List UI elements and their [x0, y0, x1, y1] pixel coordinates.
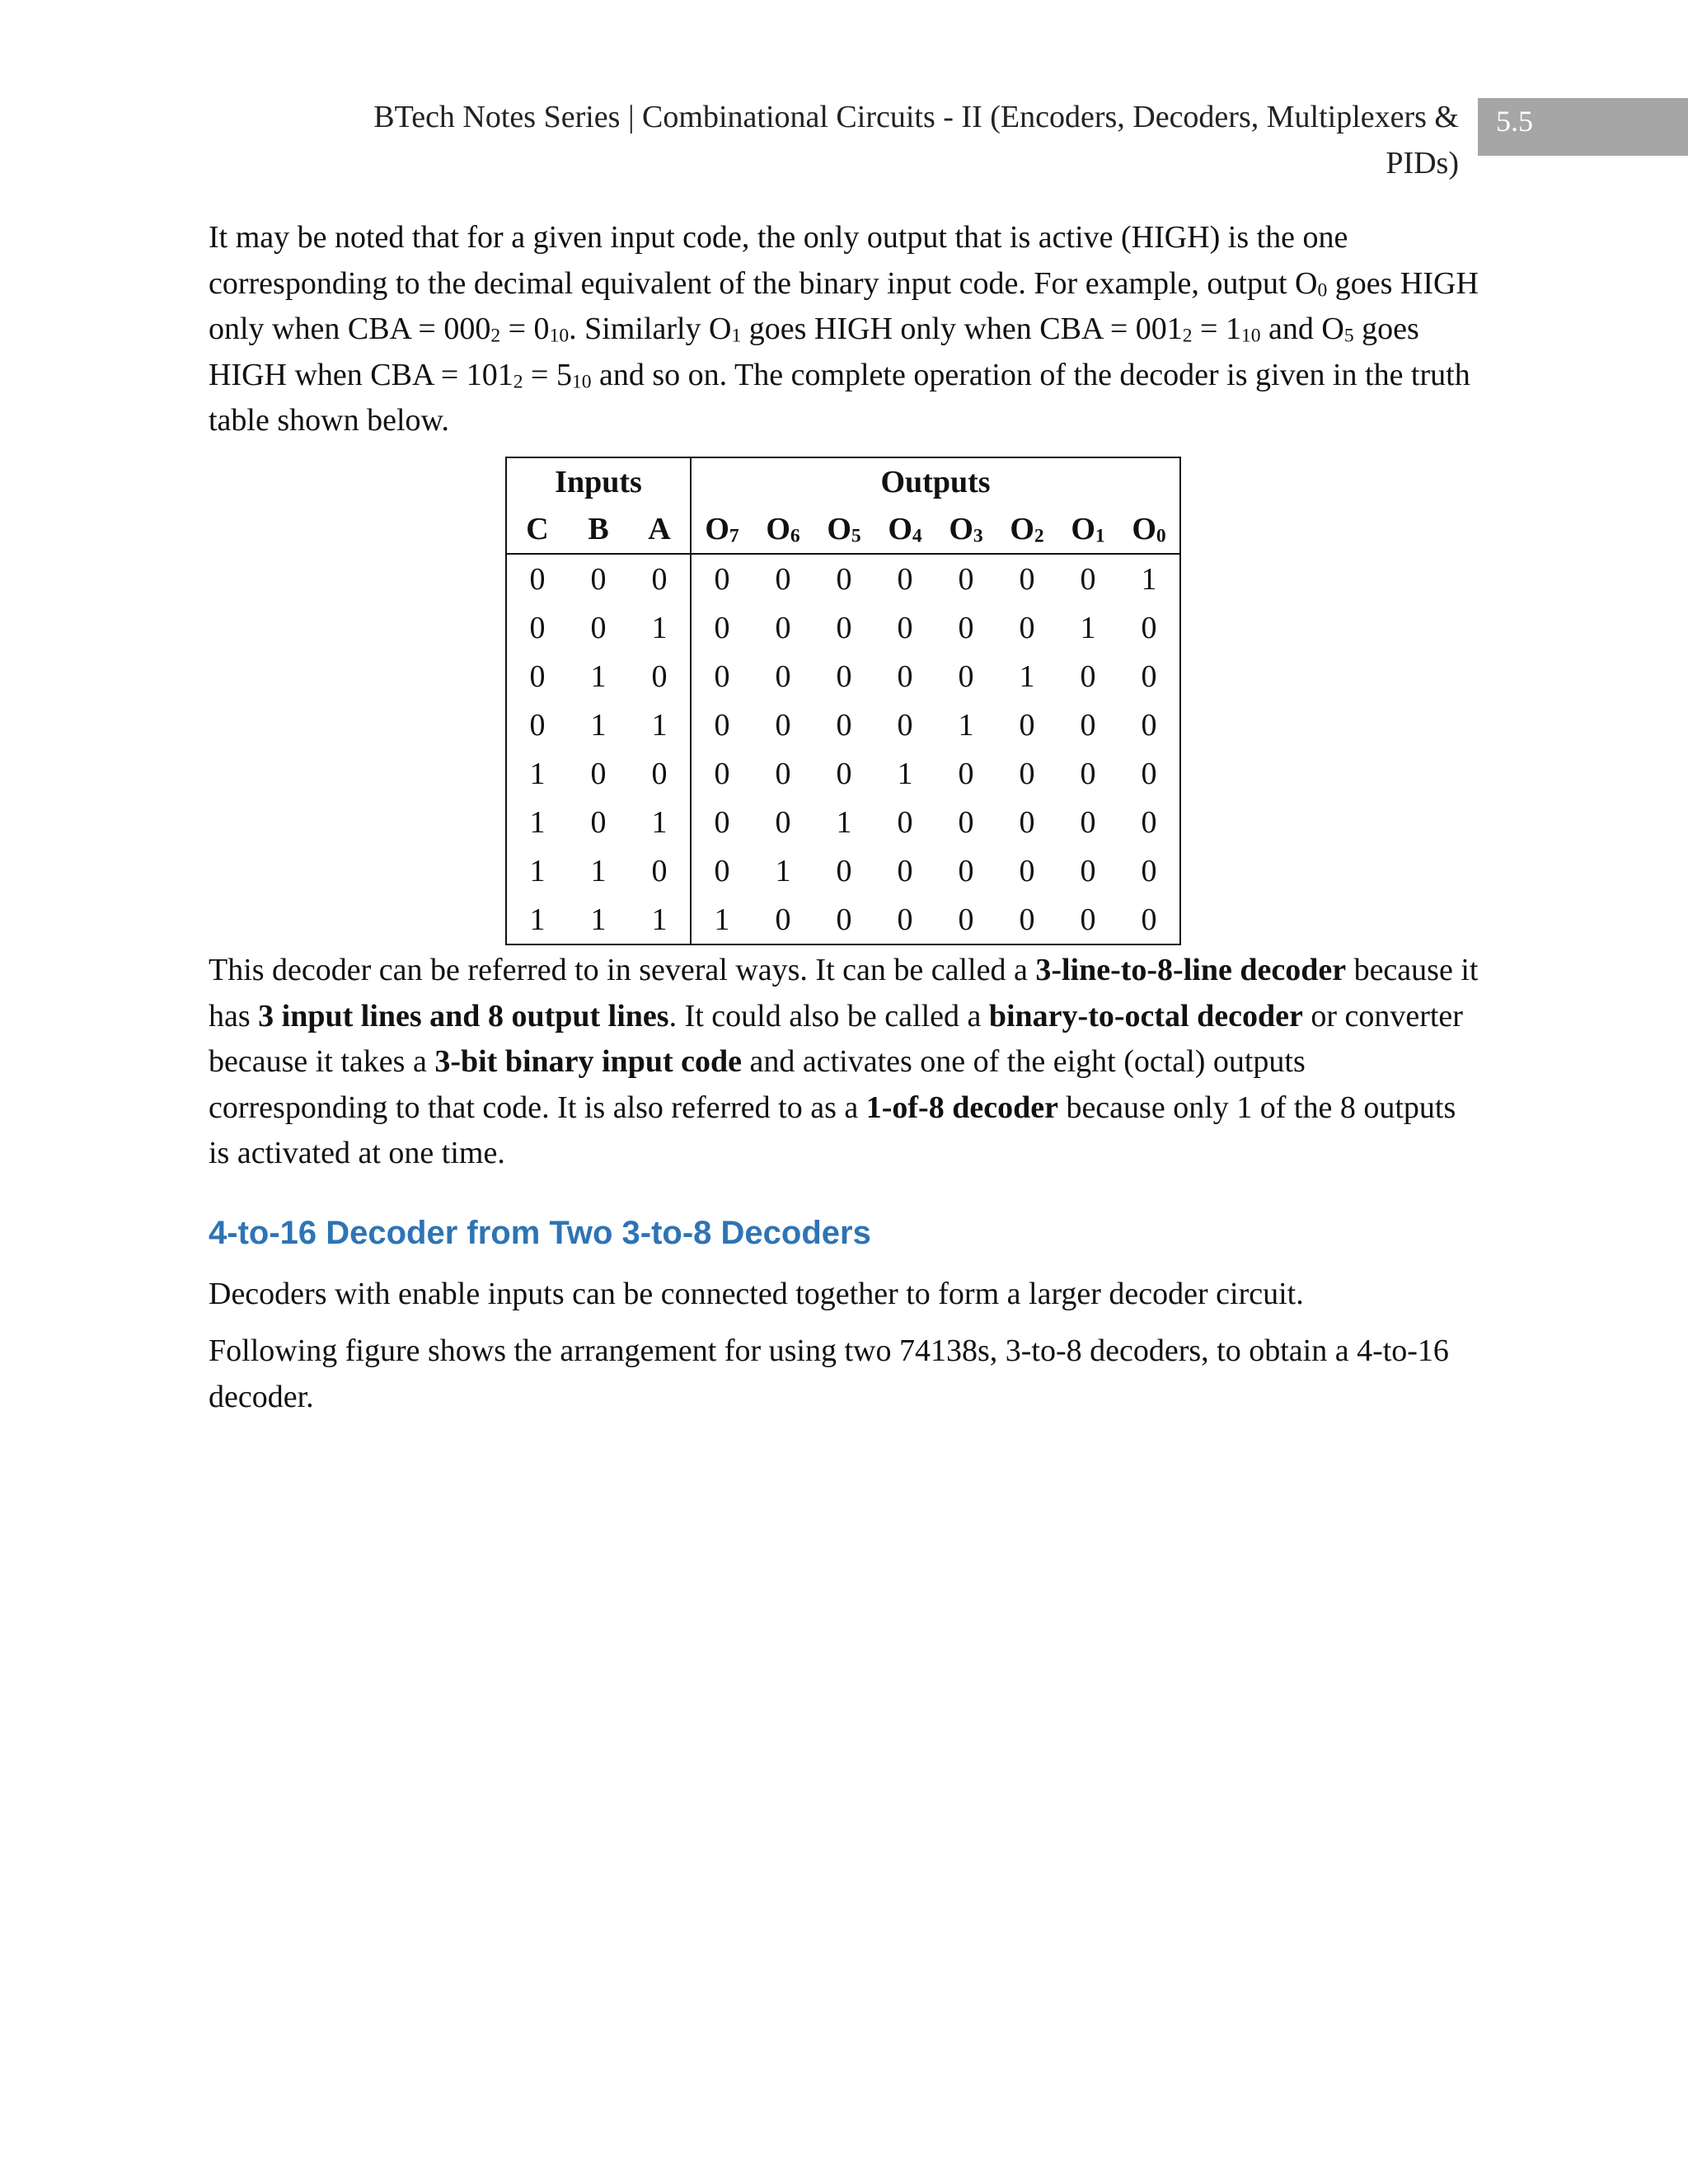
output-cell: 0: [1141, 610, 1157, 645]
output-cell: 0: [958, 804, 974, 840]
output-cell: 0: [897, 707, 913, 743]
output-cell: 0: [836, 756, 852, 791]
table-row: [506, 554, 1180, 603]
output-name: $O_1$: [1057, 505, 1118, 554]
input-cell: 1: [629, 798, 691, 846]
output-cell: 0: [897, 561, 913, 597]
header-line-2: PIDs): [1386, 146, 1459, 180]
output-cell: 0: [775, 561, 791, 597]
section-heading: 4-to-16 Decoder from Two 3-to-8 Decoders: [209, 1215, 871, 1251]
outputs-group-label: Outputs: [880, 464, 991, 499]
output-cell: 0: [1141, 707, 1157, 743]
output-cell: 0: [1019, 561, 1035, 597]
running-header: [297, 94, 1459, 186]
output-cell: 0: [1019, 804, 1035, 840]
output-cell: 0: [958, 902, 974, 937]
table-row: [506, 846, 1180, 895]
output-cell: 0: [836, 561, 852, 597]
output-cell: 0: [775, 756, 791, 791]
table-row: [506, 798, 1180, 846]
input-cell: 1: [590, 902, 607, 937]
output-cell: 0: [714, 756, 730, 791]
input-name: B: [568, 505, 629, 554]
intro-paragraph: It may be noted that for a given input code, the only output that is active (HIGH) is the one corresponding to the decimal equivalent of the binary input code. For example, output $O_0$ goes HIGH only when CBA = $000_2 = 0_{10}$. Similarly $O_1$ goes HIGH only when CBA = $001_2 = 1_{10}$ and $O_5$ goes HIGH when CBA = $101_2 = 5_{10}$ and so on. The complete operation of the decoder is given in the truth table shown below.: [209, 220, 1479, 438]
input-cell: 0: [629, 749, 691, 798]
output-cell: 0: [714, 610, 730, 645]
truth-table-body: [506, 554, 1180, 944]
output-cell: 0: [836, 853, 852, 888]
output-cell: 0: [714, 853, 730, 888]
output-name: $O_5$: [814, 505, 874, 554]
output-cell: 0: [958, 853, 974, 888]
output-cell: 0: [1019, 902, 1035, 937]
inputs-group-label: Inputs: [506, 457, 691, 505]
input-cell: 1: [529, 756, 546, 791]
output-cell: 0: [714, 804, 730, 840]
output-cell: 0: [714, 707, 730, 743]
input-cell: 1: [529, 804, 546, 840]
input-cell: 1: [590, 853, 607, 888]
table-row: [506, 895, 1180, 944]
decoder-truth-table: [505, 457, 1181, 945]
table-row: [506, 603, 1180, 652]
output-cell: 0: [897, 610, 913, 645]
output-cell: 0: [1019, 707, 1035, 743]
output-cell: 0: [1019, 610, 1035, 645]
input-cell: 1: [529, 853, 546, 888]
output-cell: 0: [775, 707, 791, 743]
output-cell: 0: [1019, 853, 1035, 888]
output-cell: 0: [775, 610, 791, 645]
output-cell: 0: [1141, 756, 1157, 791]
output-cell: 0: [897, 804, 913, 840]
output-cell: 0: [1141, 902, 1157, 937]
output-cell: 0: [836, 707, 852, 743]
output-cell: 0: [1080, 756, 1096, 791]
input-cell: 1: [590, 658, 607, 694]
output-cell: 0: [836, 610, 852, 645]
input-cell: 0: [629, 554, 691, 603]
output-name: $O_6$: [753, 505, 814, 554]
output-cell: 1: [958, 707, 974, 743]
output-cell: 0: [958, 658, 974, 694]
section-paragraph-2: Following figure shows the arrangement for using two 74138s, 3-to-8 decoders, to obtain a 4-to-16 decoder.: [209, 1333, 1449, 1414]
output-name: $O_0$: [1118, 505, 1180, 554]
input-cell: 0: [590, 756, 607, 791]
output-cell: 0: [958, 561, 974, 597]
output-cell: 0: [897, 853, 913, 888]
output-cell: 0: [775, 804, 791, 840]
output-cell: 0: [1080, 902, 1096, 937]
output-cell: 1: [714, 902, 730, 937]
output-cell: 0: [897, 902, 913, 937]
input-cell: 0: [529, 658, 546, 694]
input-cell: 0: [529, 561, 546, 597]
output-cell: 0: [897, 658, 913, 694]
output-name: $O_2$: [996, 505, 1057, 554]
output-cell: 0: [714, 561, 730, 597]
output-cell: 0: [714, 658, 730, 694]
input-cell: 1: [629, 603, 691, 652]
truth-table-group-header: [506, 457, 1180, 505]
output-name: $O_4$: [874, 505, 935, 554]
input-cell: 0: [529, 610, 546, 645]
output-name: $O_3$: [935, 505, 996, 554]
input-cell: 0: [590, 610, 607, 645]
header-line-1: BTech Notes Series | Combinational Circuits - II (Encoders, Decoders, Multiplexers &: [373, 100, 1459, 134]
table-row: [506, 749, 1180, 798]
output-cell: 0: [775, 658, 791, 694]
input-cell: 1: [529, 902, 546, 937]
output-cell: 0: [1141, 853, 1157, 888]
output-cell: 1: [1141, 561, 1157, 597]
page-number-badge: 5.5: [1478, 98, 1688, 156]
input-name: A: [629, 505, 691, 554]
truth-table-column-header: [506, 505, 1180, 554]
output-cell: 0: [1141, 804, 1157, 840]
input-cell: 0: [590, 561, 607, 597]
decoder-description-paragraph: This decoder can be referred to in several ways. It can be called a 3-line-to-8-line decoder because it has 3 input lines and 8 output lines. It could also be called a binary-to-octal decoder or converter because it takes a 3-bit binary input code and activates one of the eight (octal) outputs corresponding to that code. It is also referred to as a 1-of-8 decoder because only 1 of the 8 outputs is activated at one time.: [209, 953, 1479, 1170]
input-name: C: [506, 505, 568, 554]
input-cell: 1: [629, 701, 691, 749]
input-cell: 0: [629, 846, 691, 895]
output-cell: 0: [1080, 658, 1096, 694]
input-cell: 0: [629, 652, 691, 701]
output-cell: 0: [1080, 853, 1096, 888]
output-cell: 0: [958, 610, 974, 645]
input-cell: 1: [629, 895, 691, 944]
section-paragraph-1: Decoders with enable inputs can be connected together to form a larger decoder circuit.: [209, 1277, 1304, 1311]
output-cell: 1: [1019, 658, 1035, 694]
output-cell: 1: [897, 756, 913, 791]
output-cell: 0: [836, 658, 852, 694]
output-cell: 0: [1080, 804, 1096, 840]
output-cell: 1: [836, 804, 852, 840]
output-cell: 0: [836, 902, 852, 937]
table-row: [506, 652, 1180, 701]
output-cell: 0: [958, 756, 974, 791]
output-cell: 0: [1141, 658, 1157, 694]
output-cell: 1: [1080, 610, 1096, 645]
input-cell: 0: [529, 707, 546, 743]
table-row: [506, 701, 1180, 749]
output-cell: 0: [1080, 707, 1096, 743]
output-cell: 1: [775, 853, 791, 888]
output-cell: 0: [775, 902, 791, 937]
output-cell: 0: [1080, 561, 1096, 597]
input-cell: 0: [590, 804, 607, 840]
output-name: $O_7$: [691, 505, 753, 554]
input-cell: 1: [590, 707, 607, 743]
output-cell: 0: [1019, 756, 1035, 791]
